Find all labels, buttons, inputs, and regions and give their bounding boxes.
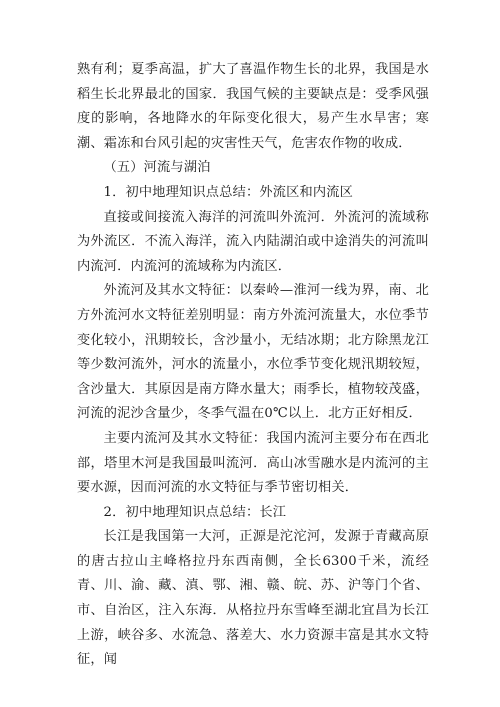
paragraph-exterior-rivers: 外流河及其水文特征：以秦岭—淮河一线为界，南、北方外流河水文特征差别明显：南方外流河流量大，水位季节变化较小，汛期较长，含沙量小，无结冰期；北方除黑龙江等少数河流外，河水的流量小，水位季节变化规汛期较短，含沙量大．其原因是南方降水量大；雨季长，植物较茂盛，河流的泥沙含量少，冬季气温在0℃以上．北方正好相反．	[77, 283, 429, 422]
subheading-yangtze: 2．初中地理知识点总结：长江	[103, 504, 287, 520]
paragraph-climate: 熟有利；夏季高温，扩大了喜温作物生长的北界，我国是水稻生长北界最北的国家．我国气候的主要缺点是：受季风强度的影响，各地降水的年际变化很大，易产生水旱害；寒潮、霜冻和台风引起的灾害性天气，危害农作物的收成．	[77, 62, 429, 151]
subheading-drainage-areas: 1．初中地理知识点总结：外流区和内流区	[103, 184, 354, 200]
paragraph-interior-rivers: 主要内流河及其水文特征：我国内流河主要分布在西北部，塔里木河是我国最叫流河．高山冰雪融水是内流河的主要水源，因而河流的水文特征与季节密切相关．	[77, 430, 429, 496]
section-heading-rivers-lakes: （五）河流与湖泊	[103, 160, 211, 176]
document-body	[77, 58, 429, 673]
paragraph-drainage-definition: 直接或间接流入海洋的河流叫外流河．外流河的流域称为外流区．不流入海洋，流入内陆湖泊或中途消失的河流叫内流河．内流河的流域称为内流区．	[77, 209, 429, 274]
paragraph-yangtze: 长江是我国第一大河，正源是沱沱河，发源于青藏高原的唐古拉山主峰格拉丹东西南侧，全长6300千米，流经青、川、渝、藏、滇、鄂、湘、赣、皖、苏、沪等门个省、市、自治区，注入东海．从格拉丹东雪峰至湖北宜昌为长江上游，峡谷多、水流急、落差大、水力资源丰富是其水文特征，闻	[77, 529, 429, 668]
